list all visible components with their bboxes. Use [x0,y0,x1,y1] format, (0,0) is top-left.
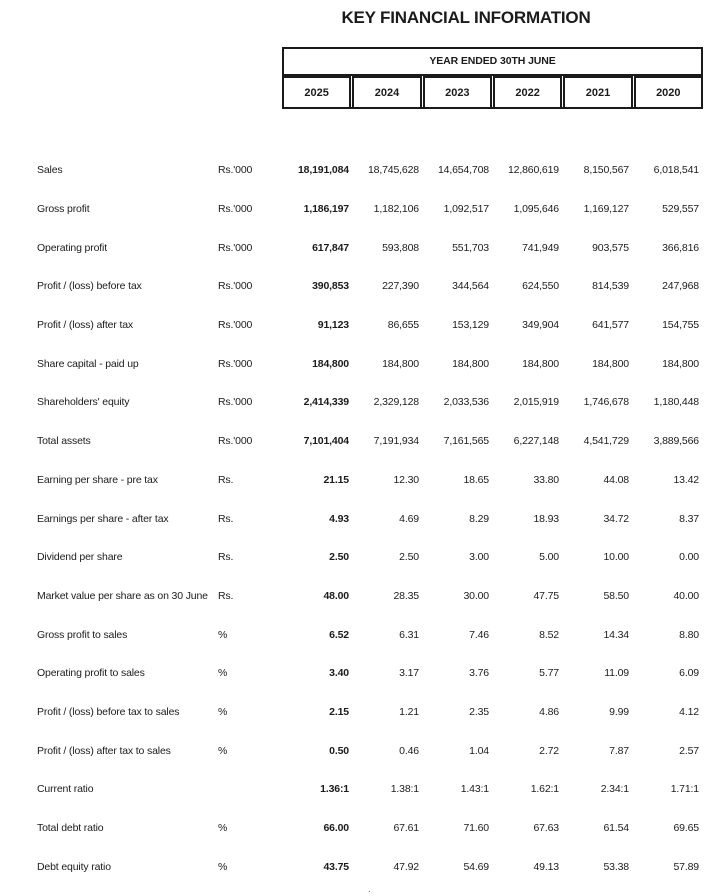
row-label: Share capital - paid up [37,357,139,370]
row-value-2021: 8,150,567 [583,164,629,177]
row-value-2024: 593,808 [382,241,419,254]
row-value-2024: 12.30 [393,473,419,486]
row-label: Dividend per share [37,551,123,564]
row-value-2023: 3.00 [469,551,489,564]
table-row [37,731,703,770]
table-row [37,809,703,848]
row-value-2021: 11.09 [604,667,629,680]
row-value-2021: 34.72 [603,512,629,525]
row-value-2022: 33.80 [533,473,559,486]
row-unit: % [218,860,228,873]
row-value-2021: 1,169,127 [583,203,629,216]
row-value-2022: 67.63 [533,822,559,835]
row-value-2023: 1.04 [469,744,489,757]
year-header-2025: 2025 [284,76,351,107]
table-row [37,654,703,693]
row-value-2022: 4.86 [539,705,559,718]
row-value-2023: 184,800 [452,357,489,370]
row-value-2021: 9.99 [609,705,629,718]
row-label: Total assets [37,435,91,448]
row-label: Operating profit [37,241,107,254]
row-value-2023: 2.35 [469,705,489,718]
row-value-2022: 2.72 [539,744,559,757]
row-value-2022: 5.00 [539,551,559,564]
row-value-2020: 1,180,448 [653,396,699,409]
table-row [37,267,703,306]
row-unit: Rs.'000 [218,164,253,177]
row-value-2024: 1,182,106 [373,203,419,216]
row-value-2024: 28.35 [393,589,419,602]
row-label: Earnings per share - after tax [37,512,169,525]
row-value-2023: 30.00 [463,589,489,602]
row-value-2021: 903,575 [592,241,629,254]
row-label: Debt equity ratio [37,860,111,873]
row-unit: Rs.'000 [218,435,253,448]
row-value-2023: 1,092,517 [443,203,489,216]
row-value-2021: 1,746,678 [583,396,629,409]
row-value-2024: 2.50 [399,551,419,564]
row-value-2022: 12,860,619 [507,164,559,177]
row-unit: % [218,705,228,718]
row-unit: % [218,628,228,641]
row-value-2020: 13.42 [673,473,699,486]
row-value-2025: 7,101,404 [303,435,349,448]
row-value-2023: 7.46 [469,628,489,641]
row-unit: Rs.'000 [218,280,253,293]
row-label: Total debt ratio [37,822,104,835]
row-value-2025: 617,847 [312,241,349,254]
row-label: Profit / (loss) before tax [37,280,142,293]
table-row [37,422,703,461]
row-value-2020: 4.12 [679,705,699,718]
row-value-2021: 2.34:1 [600,783,629,796]
row-value-2025: 2.15 [329,705,349,718]
table-row [37,577,703,616]
row-value-2022: 741,949 [522,241,559,254]
table-row [37,306,703,345]
row-value-2022: 184,800 [522,357,559,370]
row-value-2024: 6.31 [399,628,419,641]
row-value-2020: 247,968 [662,280,699,293]
row-value-2022: 349,904 [522,319,559,332]
row-unit: Rs.'000 [218,319,253,332]
year-header-2020: 2020 [634,76,701,107]
table-row [37,461,703,500]
row-value-2021: 44.08 [603,473,629,486]
page-title-wrap [206,8,726,28]
row-label: Current ratio [37,783,94,796]
row-value-2021: 61.54 [603,822,629,835]
row-unit: Rs. [218,512,234,525]
row-value-2023: 3.76 [469,667,489,680]
row-value-2025: 390,853 [312,280,349,293]
row-value-2020: 529,557 [662,203,699,216]
row-value-2025: 48.00 [323,589,349,602]
data-rows [37,151,703,886]
row-value-2023: 14,654,708 [437,164,489,177]
row-value-2025: 43.75 [323,860,349,873]
row-value-2024: 47.92 [393,860,419,873]
row-unit: Rs. [218,589,234,602]
row-value-2020: 57.89 [673,860,699,873]
row-value-2025: 0.50 [329,744,349,757]
row-value-2020: 6,018,541 [653,164,699,177]
row-value-2023: 54.69 [463,860,489,873]
row-value-2021: 7.87 [609,744,629,757]
row-value-2022: 8.52 [539,628,559,641]
row-value-2022: 624,550 [522,280,559,293]
row-value-2022: 18.93 [533,512,559,525]
year-header-2024: 2024 [352,76,421,107]
row-value-2024: 1.21 [399,705,419,718]
row-value-2024: 86,655 [387,319,419,332]
row-label: Shareholders' equity [37,396,130,409]
row-value-2020: 154,755 [662,319,699,332]
row-value-2024: 1.38:1 [390,783,419,796]
row-value-2023: 153,129 [452,319,489,332]
row-value-2024: 227,390 [382,280,419,293]
table-row [37,383,703,422]
table-row [37,151,703,190]
row-value-2020: 184,800 [662,357,699,370]
row-unit: Rs.'000 [218,203,253,216]
row-unit: Rs. [218,473,234,486]
row-label: Earning per share - pre tax [37,473,158,486]
row-value-2024: 4.69 [399,512,419,525]
row-unit: Rs.'000 [218,357,253,370]
row-value-2020: 366,816 [662,241,699,254]
table-row [37,847,703,886]
row-value-2024: 2,329,128 [373,396,419,409]
row-value-2025: 66.00 [323,822,349,835]
row-unit: % [218,667,228,680]
row-value-2020: 40.00 [673,589,699,602]
row-value-2025: 4.93 [329,512,349,525]
row-value-2020: 0.00 [679,551,699,564]
row-label: Gross profit to sales [37,628,128,641]
row-value-2025: 21.15 [323,473,349,486]
row-value-2021: 14.34 [603,628,629,641]
row-value-2025: 184,800 [312,357,349,370]
row-value-2025: 91,123 [317,319,349,332]
year-header-row [284,76,701,107]
row-value-2021: 53.38 [603,860,629,873]
table-header-box [282,47,703,109]
row-value-2022: 6,227,148 [513,435,559,448]
row-unit: % [218,822,228,835]
table-row [37,693,703,732]
row-value-2025: 2,414,339 [303,396,349,409]
row-value-2023: 18.65 [463,473,489,486]
row-value-2021: 184,800 [592,357,629,370]
row-value-2020: 8.80 [679,628,699,641]
table-row [37,344,703,383]
row-label: Sales [37,164,63,177]
row-value-2024: 7,191,934 [373,435,419,448]
row-label: Profit / (loss) after tax [37,319,134,332]
row-unit: % [218,744,228,757]
row-unit: Rs.'000 [218,396,253,409]
row-label: Market value per share as on 30 June [37,589,208,602]
year-header-2023: 2023 [423,76,492,107]
row-value-2025: 6.52 [329,628,349,641]
row-label: Profit / (loss) before tax to sales [37,705,180,718]
row-value-2021: 10.00 [603,551,629,564]
row-value-2020: 6.09 [679,667,699,680]
table-row [37,228,703,267]
row-value-2021: 814,539 [592,280,629,293]
table-row [37,770,703,809]
row-value-2022: 5.77 [539,667,559,680]
row-value-2020: 1.71:1 [670,783,699,796]
row-value-2023: 2,033,536 [443,396,489,409]
page-footer-mark: . [368,884,371,895]
row-value-2022: 47.75 [533,589,559,602]
row-value-2025: 18,191,084 [297,164,349,177]
row-value-2024: 18,745,628 [367,164,419,177]
row-value-2025: 1,186,197 [303,203,349,216]
row-label: Operating profit to sales [37,667,145,680]
year-header-2021: 2021 [563,76,632,107]
row-value-2020: 2.57 [679,744,699,757]
year-header-2022: 2022 [493,76,562,107]
row-value-2023: 1.43:1 [460,783,489,796]
row-value-2020: 3,889,566 [653,435,699,448]
row-value-2024: 184,800 [382,357,419,370]
row-value-2021: 58.50 [603,589,629,602]
table-row [37,190,703,229]
row-value-2024: 0.46 [399,744,419,757]
row-value-2023: 71.60 [463,822,489,835]
table-row [37,615,703,654]
row-value-2023: 551,703 [452,241,489,254]
row-value-2024: 67.61 [393,822,419,835]
row-value-2025: 1.36:1 [320,783,349,796]
row-unit: Rs. [218,551,234,564]
row-value-2023: 8.29 [469,512,489,525]
row-value-2022: 2,015,919 [513,396,559,409]
table-row [37,499,703,538]
row-value-2024: 3.17 [399,667,419,680]
row-unit: Rs.'000 [218,241,253,254]
row-value-2025: 2.50 [329,551,349,564]
row-value-2025: 3.40 [329,667,349,680]
row-value-2023: 7,161,565 [443,435,489,448]
row-value-2022: 1.62:1 [530,783,559,796]
row-label: Gross profit [37,203,90,216]
row-value-2021: 4,541,729 [583,435,629,448]
row-value-2020: 69.65 [673,822,699,835]
row-value-2023: 344,564 [452,280,489,293]
table-row [37,538,703,577]
row-value-2022: 1,095,646 [513,203,559,216]
row-label: Profit / (loss) after tax to sales [37,744,171,757]
year-ended-header: YEAR ENDED 30TH JUNE [284,49,701,76]
row-value-2021: 641,577 [592,319,629,332]
row-value-2022: 49.13 [533,860,559,873]
page-title: KEY FINANCIAL INFORMATION [341,8,591,27]
row-value-2020: 8.37 [679,512,699,525]
